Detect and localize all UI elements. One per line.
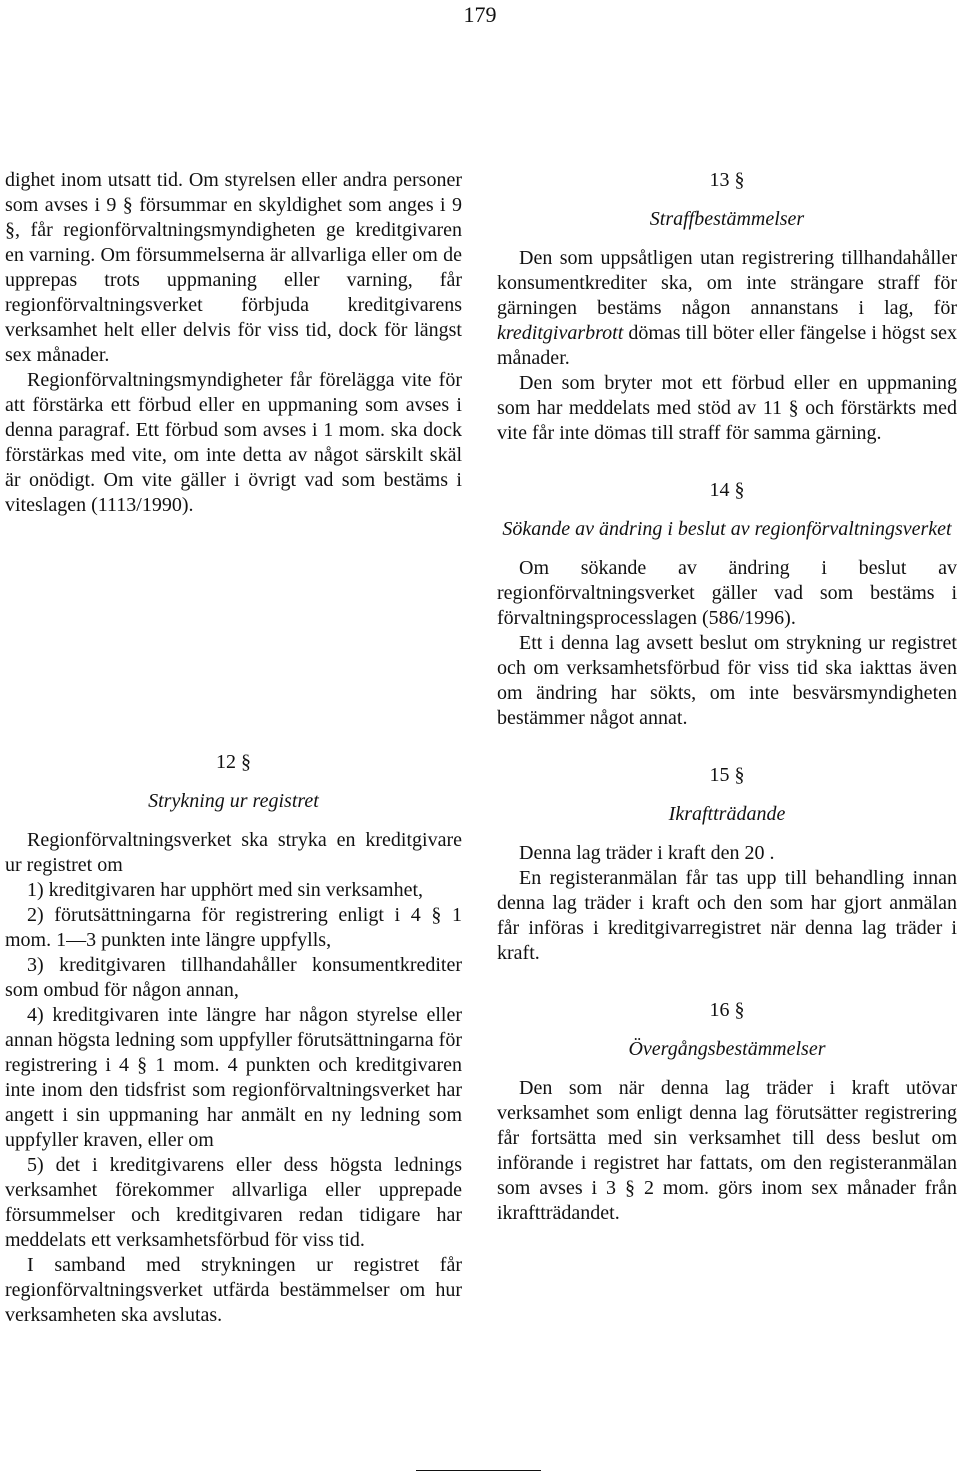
text-run: dömas till böter eller fängelse i högst sex månader.: [497, 322, 957, 369]
section-closing: I samband med strykningen ur registret får regionförvaltningsverket utfärda bestämmelser om hur verksamheten ska avslutas.: [5, 1254, 462, 1326]
section-paragraph: Denna lag träder i kraft den 20 .: [519, 842, 775, 864]
section-number: 12 §: [216, 751, 251, 773]
list-item: 3) kreditgivaren tillhandahåller konsumentkrediter som ombud för någon annan,: [5, 954, 462, 1001]
section-paragraph: [497, 246, 957, 371]
section-paragraph: Den som bryter mot ett förbud eller en uppmaning som har meddelats med stöd av 11 § och förstärkts med vite får inte dömas till straff för samma gärning.: [497, 372, 957, 444]
text-run: Den som uppsåtligen utan registrering tillhandahåller konsumentkrediter ska, om inte strängare straff för gärningen bestäms någon annanstans i lag, för: [497, 247, 957, 319]
section-title: Strykning ur registret: [148, 790, 319, 812]
footnote-rule: [416, 1470, 541, 1471]
page-number: 179: [463, 2, 497, 27]
section-number: 15 §: [709, 764, 745, 786]
section-title: Straffbestämmelser: [649, 208, 805, 230]
emphasis-term: kreditgivarbrott: [497, 322, 624, 344]
section-paragraph: Ett i denna lag avsett beslut om strykning ur registret och om verksamhetsförbud för viss tid ska iakttas även om ändring har sökts, om inte besvärsmyndigheten bestämmer något annat.: [497, 632, 957, 729]
section-paragraph: Den som när denna lag träder i kraft utövar verksamhet som enligt denna lag förutsätter registrering får fortsätta med sin verksamhet till dess beslut om införande i registret har fattats, om den registeranmälan som avses i 3 § 2 mom. görs inom sex månader från ikraftträdandet.: [497, 1077, 957, 1224]
paragraph-vite: Regionförvaltningsmyndigheter får förelägga vite för att förstärka ett förbud eller en uppmaning som avses i denna paragraf. Ett förbud som avses i 1 mom. ska dock förstärkas med vite, om inte detta av något särskilt skäl är onödigt. Om vite gäller i övrigt vad som bestäms i viteslagen (1113/1990).: [5, 369, 462, 516]
section-number: 13 §: [709, 169, 745, 191]
section-number: 14 §: [709, 479, 745, 501]
list-item: 5) det i kreditgivarens eller dess högsta lednings verksamhet förekommer allvarliga eller upprepade försummelser och kreditgivaren redan tidigare har meddelats ett verksamhetsförbud för viss tid.: [5, 1154, 462, 1251]
list-item: 4) kreditgivaren inte längre har någon styrelse eller annan högsta ledning som uppfyller förutsättningarna för registrering i 4 § 1 mom. 4 punkten och kreditgivaren inte inom den tidsfrist som regionförvaltningsverket har angett i sin uppmaning har anmält en ny ledning som uppfyller kraven, eller om: [5, 1004, 462, 1151]
paragraph-continuation: dighet inom utsatt tid. Om styrelsen eller andra personer som avses i 9 § försummar en skyldighet som anges i 9 §, får regionförvaltningsmyndigheten ge kreditgivaren en varning. Om försummelserna är allvarliga eller om de upprepas trots uppmaning eller varning, får regionförvaltningsverket förbjuda kreditgivarens verksamhet helt eller delvis för viss tid, dock för längst sex månader.: [5, 169, 462, 366]
list-item: 1) kreditgivaren har upphört med sin verksamhet,: [27, 879, 423, 901]
section-paragraph: En registeranmälan får tas upp till behandling innan denna lag träder i kraft och den som har gjort anmälan får införas i kreditgivarregistret när denna lag träder i kraft.: [497, 867, 957, 964]
section-number: 16 §: [709, 999, 745, 1021]
section-title: Sökande av ändring i beslut av regionförvaltningsverket: [502, 518, 952, 540]
list-item: 2) förutsättningarna för registrering enligt i 4 § 1 mom. 1—3 punkten inte längre uppfylls,: [5, 904, 462, 951]
right-column: [497, 168, 957, 1226]
left-column-top: [5, 168, 462, 518]
section-paragraph: Om sökande av ändring i beslut av regionförvaltningsverket gäller vad som bestäms i förvaltningsprocesslagen (586/1996).: [497, 557, 957, 629]
section-12: [5, 750, 462, 1328]
section-title: Övergångsbestämmelser: [628, 1038, 826, 1060]
section-title: Ikraftträdande: [668, 803, 786, 825]
section-intro: Regionförvaltningsverket ska stryka en kreditgivare ur registret om: [5, 829, 462, 876]
